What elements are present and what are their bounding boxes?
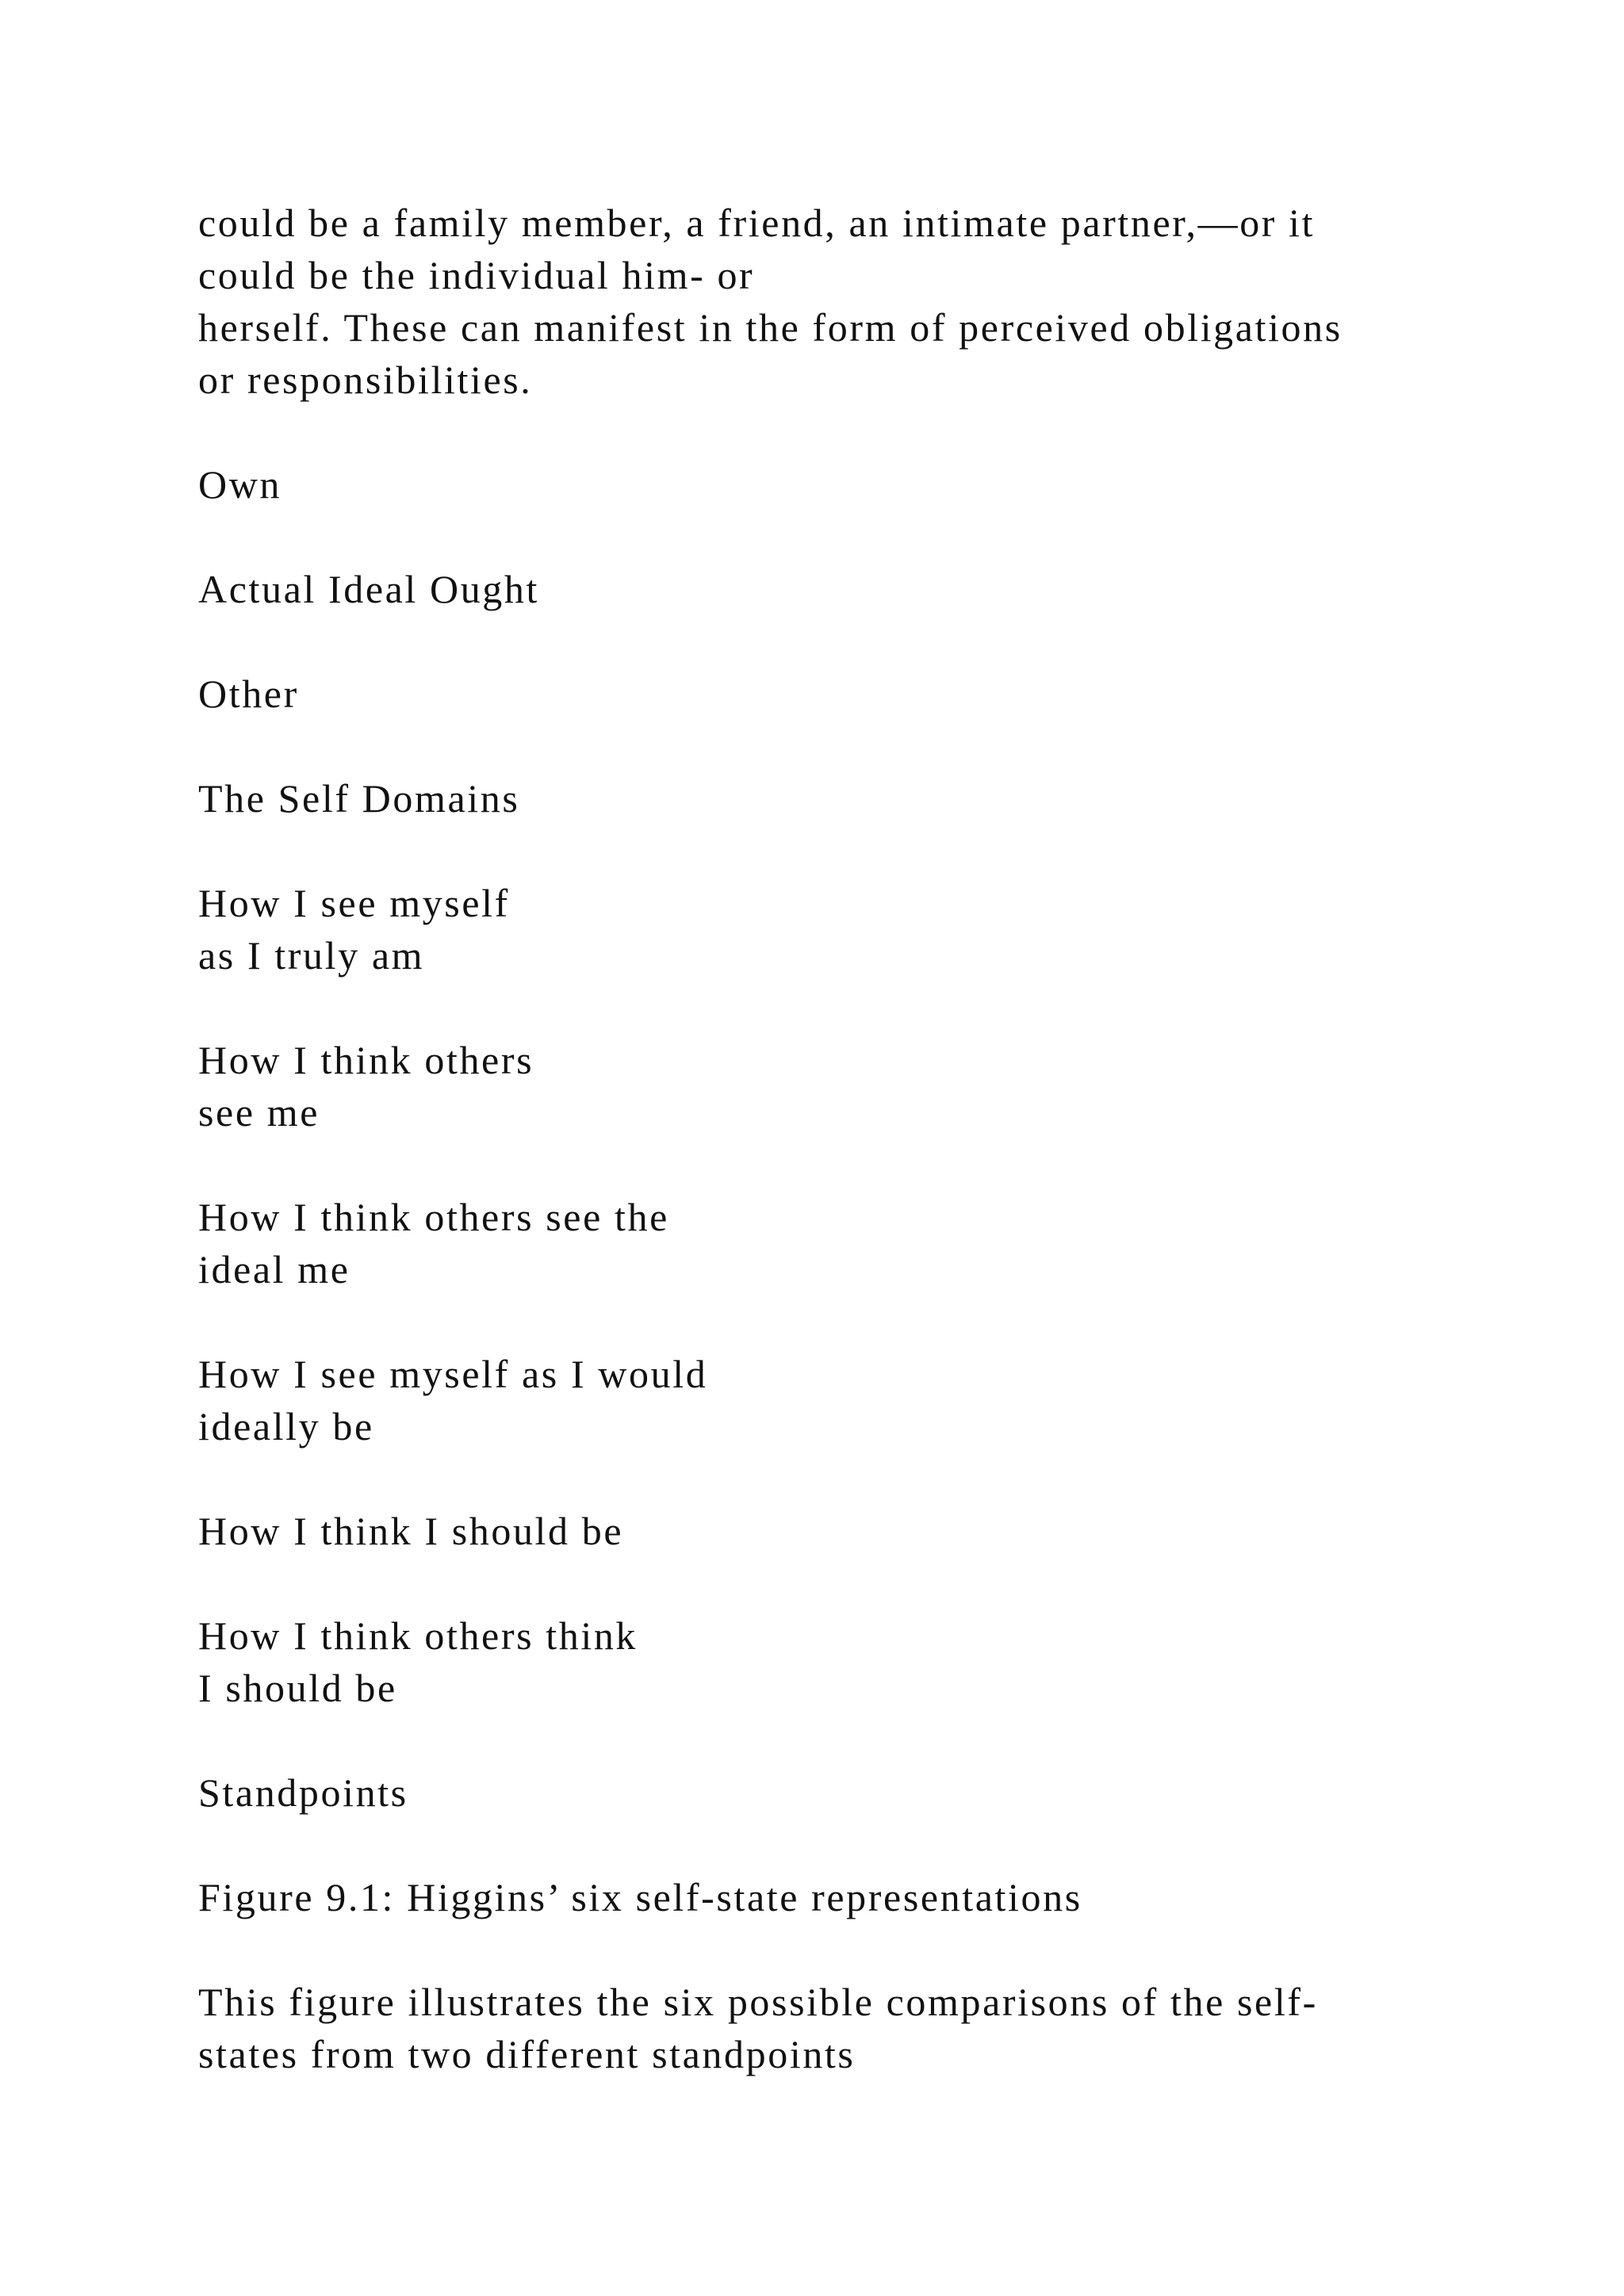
- label-standpoints: Standpoints: [198, 1770, 408, 1815]
- label-ought-own: How I think I should be: [198, 1509, 624, 1553]
- intro-line: could be the individual him- or: [198, 253, 755, 297]
- label-ideal-own: How I see myself as I would ideally be: [198, 1352, 708, 1448]
- intro-line: could be a family member, a friend, an intimate partner,—or it: [198, 201, 1316, 245]
- intro-line: herself. These can manifest in the form of perceived obligations: [198, 305, 1342, 350]
- figure-caption: Figure 9.1: Higgins’ six self-state representations: [198, 1875, 1082, 1919]
- intro-line: or responsibilities.: [198, 358, 533, 402]
- intro-paragraph: [198, 197, 1507, 406]
- label-ought-other: How I think others think I should be: [198, 1613, 638, 1710]
- label-own: Own: [198, 462, 282, 507]
- figure-description: This figure illustrates the six possible comparisons of the self- states from two different standpoints: [198, 1980, 1318, 2076]
- label-domains-row: Actual Ideal Ought: [198, 567, 540, 611]
- label-other: Other: [198, 672, 299, 716]
- label-self-domains: The Self Domains: [198, 776, 520, 821]
- label-actual-own: How I see myself as I truly am: [198, 881, 510, 978]
- label-ideal-other: How I think others see the ideal me: [198, 1195, 669, 1292]
- label-actual-other: How I think others see me: [198, 1038, 534, 1135]
- document-body: [198, 197, 1507, 2133]
